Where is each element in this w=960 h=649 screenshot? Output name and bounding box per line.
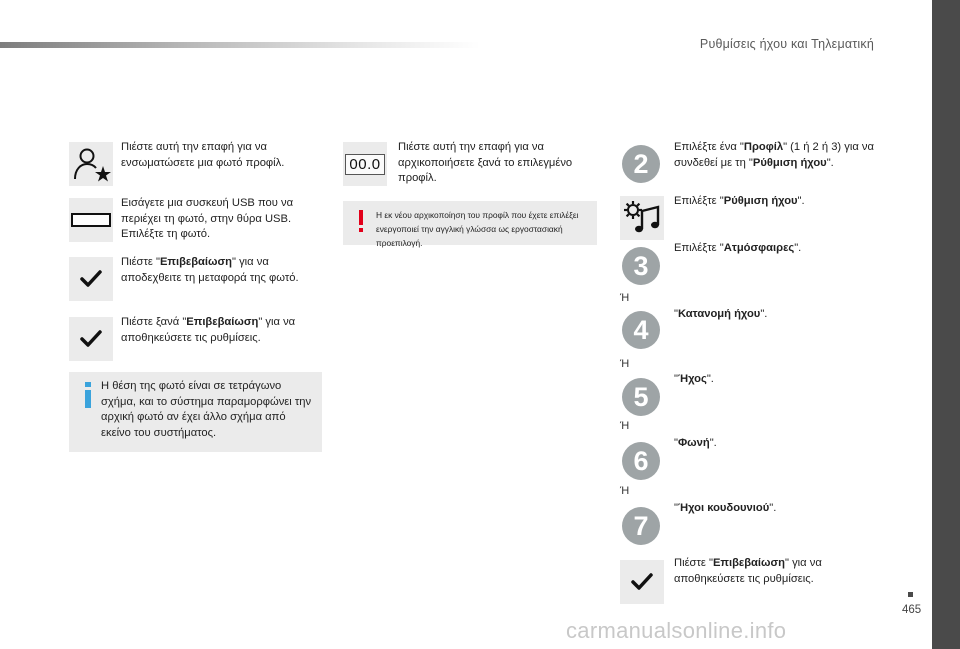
warning-note-box bbox=[343, 201, 597, 248]
step-3-badge: 3 bbox=[622, 247, 660, 285]
left-row-4-text: Πιέστε ξανά "Επιβεβαίωση" για να αποθηκεύσετε τις ρυθμίσεις. bbox=[121, 316, 296, 344]
left-row-1-text: Πιέστε αυτή την επαφή για να ενσωματώσετε μια φωτό προφίλ. bbox=[121, 141, 285, 169]
or-label-2: Ή bbox=[620, 358, 630, 370]
info-note-box bbox=[69, 372, 322, 452]
step-3-text: Επιλέξτε "Ατμόσφαιρες". bbox=[674, 242, 802, 254]
usb-bar-icon bbox=[71, 213, 111, 227]
step-5-badge: 5 bbox=[622, 378, 660, 416]
reset-profile-icon-box bbox=[343, 142, 387, 186]
page-title: Ρυθμίσεις ήχου και Τηλεματική bbox=[699, 37, 874, 51]
step-2-badge: 2 bbox=[622, 145, 660, 183]
warning-icon bbox=[358, 210, 364, 232]
watermark: carmanualsonline.info bbox=[566, 618, 787, 643]
checkmark-icon bbox=[80, 330, 102, 348]
step-7-text: "Ήχοι κουδουνιού". bbox=[674, 502, 777, 514]
middle-text: Πιέστε αυτή την επαφή για να αρχικοποιήσετε ξανά το επιλεγμένο προφίλ. bbox=[398, 141, 573, 184]
step-4-text: "Κατανομή ήχου". bbox=[674, 308, 768, 320]
step-4-badge: 4 bbox=[622, 311, 660, 349]
left-row-3-text: Πιέστε "Επιβεβαίωση" για να αποδεχθειτε τη μεταφορά της φωτό. bbox=[121, 256, 299, 284]
or-label-1: Ή bbox=[620, 292, 630, 304]
step-7-badge: 7 bbox=[622, 507, 660, 545]
profile-photo-icon-box bbox=[69, 142, 113, 186]
step-2-text: Επιλέξτε ένα "Προφίλ" (1 ή 2 ή 3) για να συνδεθεί με τη "Ρύθμιση ήχου". bbox=[674, 141, 874, 169]
checkmark-icon bbox=[80, 270, 102, 288]
side-tab-strip bbox=[932, 0, 960, 649]
confirm-icon-box-3 bbox=[620, 560, 664, 604]
page-marker bbox=[908, 592, 913, 597]
lcd-display-icon: 00.0 bbox=[345, 154, 384, 175]
warning-note-text: Η εκ νέου αρχικοποίηση του προφίλ που έχετε επιλέξει ενεργοποιεί την αγγλική γλώσσα ως εργοστασιακή προεπιλογή. bbox=[376, 210, 579, 248]
step-5-text: "Ήχος". bbox=[674, 373, 714, 385]
music-settings-icon bbox=[622, 199, 662, 237]
user-star-icon bbox=[71, 145, 111, 183]
confirm-icon-box-1 bbox=[69, 257, 113, 301]
info-note-text: Η θέση της φωτό είναι σε τετράγωνο σχήμα, και το σύστημα παραμορφώνει την αρχική φωτό αν έχει άλλο σχήμα από εκείνο του συστήματος. bbox=[101, 380, 312, 439]
sound-settings-icon-box bbox=[620, 196, 664, 240]
left-row-2-text: Εισάγετε μια συσκευή USB που να περιέχει τη φωτό, στην θύρα USB. Επιλέξτε τη φωτό. bbox=[121, 197, 294, 240]
usb-icon-box bbox=[69, 198, 113, 242]
checkmark-icon bbox=[631, 573, 653, 591]
step-6-text: "Φωνή". bbox=[674, 437, 717, 449]
header-gradient-bar bbox=[0, 42, 480, 48]
final-confirm-text: Πιέστε "Επιβεβαίωση" για να αποθηκεύσετε τις ρυθμίσεις. bbox=[674, 557, 822, 585]
confirm-icon-box-2 bbox=[69, 317, 113, 361]
or-label-3: Ή bbox=[620, 420, 630, 432]
or-label-4: Ή bbox=[620, 485, 630, 497]
page-number: 465 bbox=[902, 604, 922, 616]
step-6-badge: 6 bbox=[622, 442, 660, 480]
info-icon bbox=[83, 382, 93, 408]
sound-settings-text: Επιλέξτε "Ρύθμιση ήχου". bbox=[674, 195, 805, 207]
